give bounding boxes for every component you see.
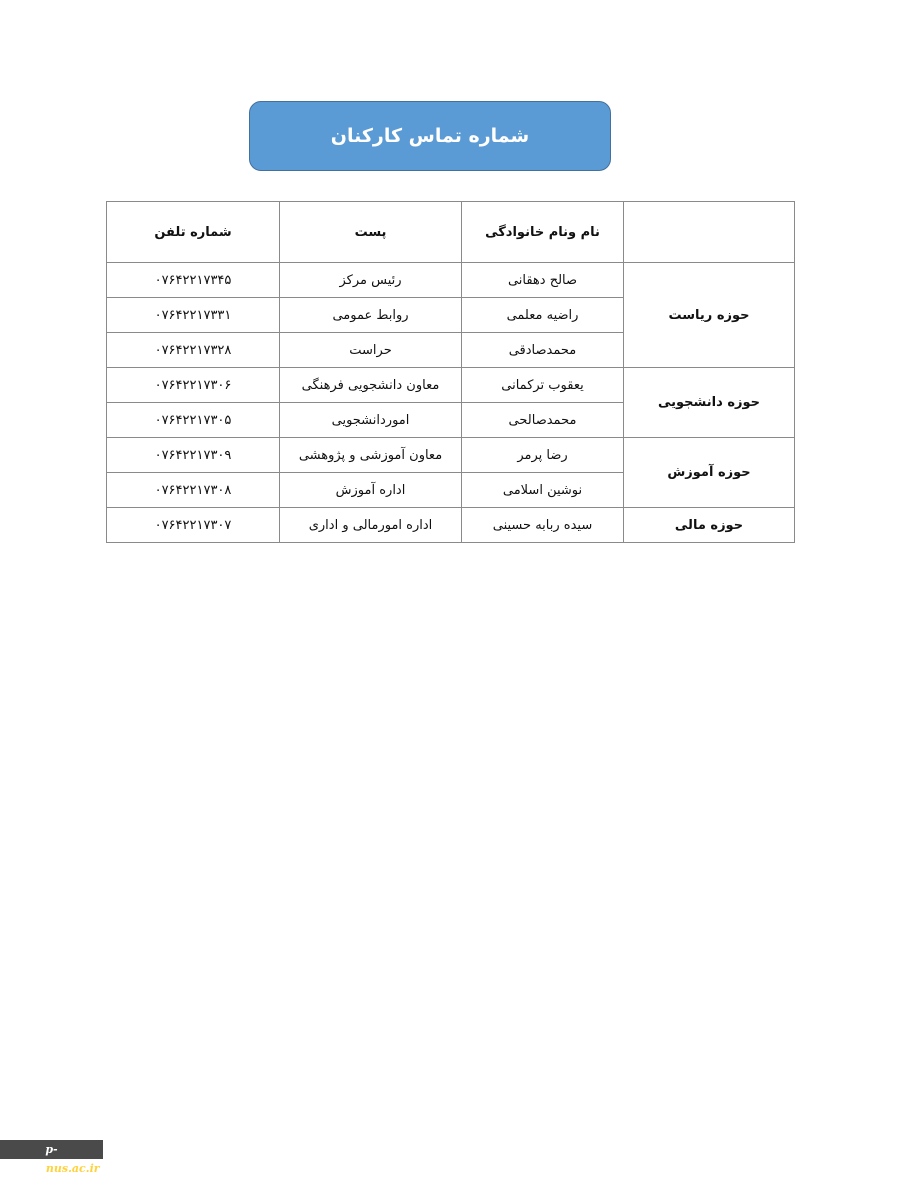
cell-position: رئیس مرکز bbox=[280, 263, 462, 298]
cell-name: محمدصادقی bbox=[462, 333, 624, 368]
staff-contacts-table bbox=[106, 201, 795, 543]
cell-position: حراست bbox=[280, 333, 462, 368]
cell-position: اموردانشجویی bbox=[280, 403, 462, 438]
cell-position: معاون آموزشی و پژوهشی bbox=[280, 438, 462, 473]
group-label: حوزه ریاست bbox=[624, 263, 795, 368]
page-title: شماره تماس کارکنان bbox=[330, 125, 530, 147]
cell-phone: ۰۷۶۴۲۲۱۷۳۰۷ bbox=[107, 508, 280, 543]
cell-phone: ۰۷۶۴۲۲۱۷۳۲۸ bbox=[107, 333, 280, 368]
cell-name: محمدصالحی bbox=[462, 403, 624, 438]
header-position: پست bbox=[280, 202, 462, 263]
cell-phone: ۰۷۶۴۲۲۱۷۳۴۵ bbox=[107, 263, 280, 298]
header-group bbox=[624, 202, 795, 263]
header-name: نام ونام خانوادگی bbox=[462, 202, 624, 263]
cell-phone: ۰۷۶۴۲۲۱۷۳۰۸ bbox=[107, 473, 280, 508]
cell-phone: ۰۷۶۴۲۲۱۷۳۰۹ bbox=[107, 438, 280, 473]
header-phone: شماره تلفن bbox=[107, 202, 280, 263]
cell-name: نوشین اسلامی bbox=[462, 473, 624, 508]
title-banner bbox=[249, 101, 611, 171]
group-label: حوزه آموزش bbox=[624, 438, 795, 508]
cell-phone: ۰۷۶۴۲۲۱۷۳۰۶ bbox=[107, 368, 280, 403]
cell-position: روابط عمومی bbox=[280, 298, 462, 333]
group-label: حوزه دانشجویی bbox=[624, 368, 795, 438]
cell-name: صالح دهقانی bbox=[462, 263, 624, 298]
cell-position: اداره امورمالی و اداری bbox=[280, 508, 462, 543]
cell-position: اداره آموزش bbox=[280, 473, 462, 508]
cell-phone: ۰۷۶۴۲۲۱۷۳۳۱ bbox=[107, 298, 280, 333]
group-label: حوزه مالی bbox=[624, 508, 795, 543]
table-row bbox=[107, 508, 795, 543]
cell-position: معاون دانشجویی فرهنگی bbox=[280, 368, 462, 403]
watermark-prefix: p-minab. bbox=[3, 1143, 58, 1175]
cell-name: یعقوب ترکمانی bbox=[462, 368, 624, 403]
cell-name: رضا پرمر bbox=[462, 438, 624, 473]
cell-name: راضیه معلمی bbox=[462, 298, 624, 333]
cell-phone: ۰۷۶۴۲۲۱۷۳۰۵ bbox=[107, 403, 280, 438]
table-row bbox=[107, 438, 795, 473]
table-row bbox=[107, 368, 795, 403]
site-watermark-badge bbox=[0, 1140, 103, 1175]
table-header-row bbox=[107, 202, 795, 263]
table-row bbox=[107, 263, 795, 298]
watermark-domain: nus.ac.ir bbox=[45, 1162, 100, 1175]
cell-name: سیده ربابه حسینی bbox=[462, 508, 624, 543]
